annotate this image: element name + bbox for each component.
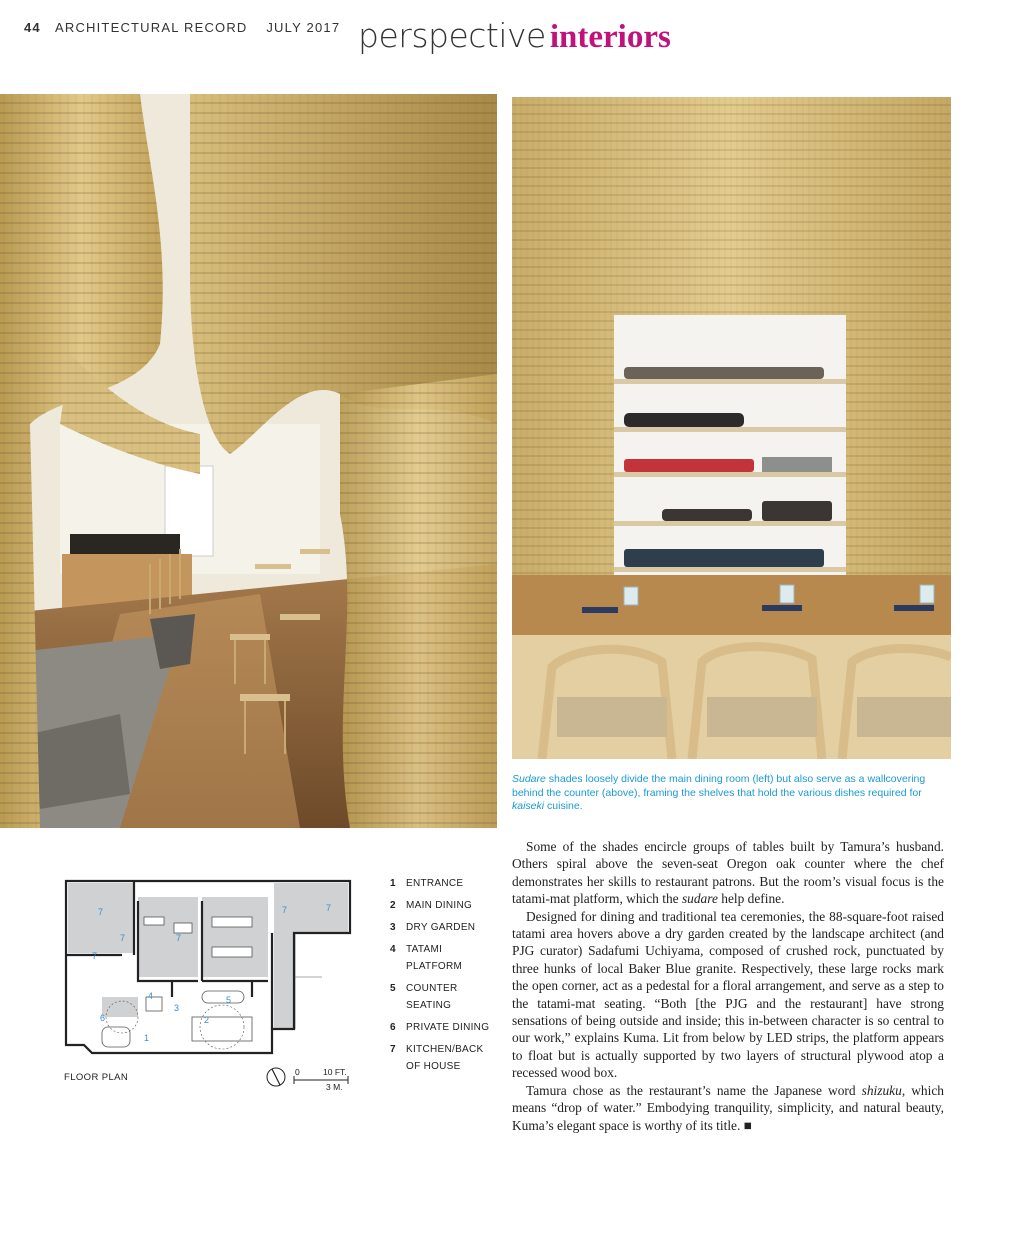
legend-number: 1 [390,878,396,889]
legend-item [390,897,500,914]
plan-room-2: 2 [204,1015,210,1025]
legend-number: 2 [390,900,396,911]
plan-room-7f: 7 [326,903,332,913]
legend-label: ENTRANCE [406,878,464,889]
counter-photo [512,97,951,759]
caption-lead: Sudare [512,773,546,785]
scale-zero: 0 [295,1067,300,1077]
legend-label: DRY GARDEN [406,922,476,933]
paragraph-1-em: sudare [681,891,718,907]
caption-kaiseki: kaiseki [512,800,545,812]
paragraph-1 [512,838,944,908]
floor-plan-label: FLOOR PLAN [64,1072,129,1083]
paragraph-2: Designed for dining and traditional tea ceremonies, the 88-square-foot raised tatami area hovers above a dry garden created by the landscape architect (and PJG curator) Sadafumi Uchiyama, composed of crushed rock, punctuated by three hunks of local Baker Blue granite. Respectively, these large rocks mark the open corner, act as a pedestal for a floral arrangement, and serve as a step to the tatami-mat seating. “Both [the PJG and the restaurant] have strong sensations of being outside and inside; this in-between character is so central to our work,” explains Kuma. Lit from below by LED strips, the platform appears to float but is actually supported by two layers of structural plywood atop a recessed wood box. [512,908,944,1081]
plan-room-3: 3 [174,1003,180,1013]
scale-feet: 10 FT. [323,1067,347,1077]
legend-item [390,980,500,1014]
paragraph-3-end: , which means “drop of water.” Embodying tranquility, simplicity, and natural beauty, Kuma’s elegant space is worthy of its title. ■ [512,1082,944,1133]
legend-label: TATAMI PLATFORM [406,944,463,972]
plan-room-7a: 7 [98,907,104,917]
floor-plan-legend [390,875,500,1080]
caption-text-1: shades loosely divide the main dining room (left) but also serve as a wallcovering behind the counter (above), framing the shelves that hold the various dishes required for [512,773,926,799]
legend-item [390,1019,500,1036]
legend-label: MAIN DINING [406,900,473,911]
legend-label: PRIVATE DINING [406,1022,490,1033]
legend-number: 4 [390,944,396,955]
paragraph-3 [512,1082,944,1134]
plan-room-6: 6 [100,1013,106,1023]
section-title-bold: interiors [549,19,671,55]
running-header [24,20,340,35]
plan-room-5: 5 [226,995,232,1005]
photo-caption [512,773,952,814]
scale-bar [266,1064,356,1094]
legend-item [390,919,500,936]
plan-room-1: 1 [144,1033,150,1043]
plan-room-7d: 7 [176,933,182,943]
paragraph-3-text: Tamura chose as the restaurant’s name the Japanese word [526,1082,862,1098]
plan-room-7b: 7 [92,951,98,961]
section-title [358,16,671,57]
paragraph-1-end: help define. [717,891,785,907]
plan-room-7c: 7 [120,933,126,943]
plan-room-4: 4 [148,991,154,1001]
floor-plan-drawing [62,877,352,1059]
paragraph-3-em: shizuku [861,1082,902,1098]
caption-text-2: cuisine. [544,800,583,812]
issue-date: JULY 2017 [266,20,341,35]
legend-item [390,875,500,892]
legend-number: 5 [390,983,396,994]
scale-meters: 3 M. [326,1082,343,1092]
article-body [512,838,944,1134]
magazine-name: ARCHITECTURAL RECORD [54,20,248,35]
section-title-light: perspective [358,16,546,55]
legend-item [390,1041,500,1075]
paragraph-1-text: Some of the shades encircle groups of tables built by Tamura’s husband. Others spiral above the seven-seat Oregon oak counter where the chef demonstrates her skills to restaurant patrons. But the room’s visual focus is the tatami-mat platform, which the [512,839,944,907]
legend-number: 6 [390,1022,396,1033]
page-number: 44 [24,20,41,35]
legend-label: KITCHEN/BACK OF HOUSE [406,1044,484,1072]
legend-number: 7 [390,1044,396,1055]
plan-room-7e: 7 [282,905,288,915]
legend-item [390,941,500,975]
legend-label: COUNTER SEATING [406,983,458,1011]
dining-room-photo [0,94,497,828]
legend-number: 3 [390,922,396,933]
